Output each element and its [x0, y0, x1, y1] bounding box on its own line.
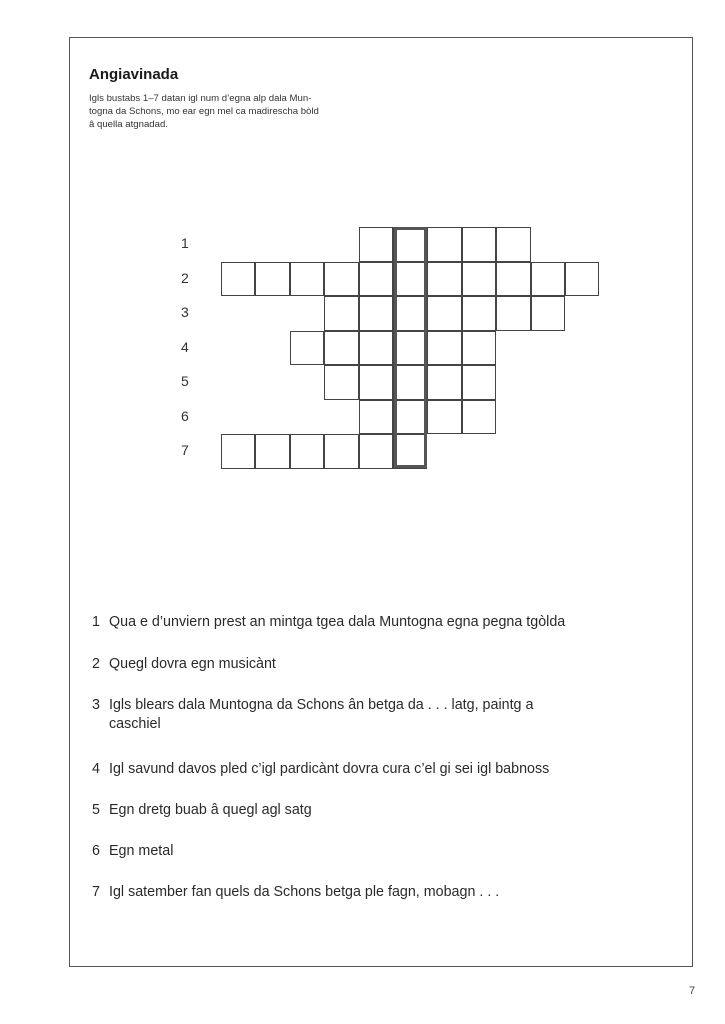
- page-frame: [69, 37, 693, 967]
- crossword-cell[interactable]: [324, 262, 358, 297]
- crossword-cell[interactable]: [496, 262, 530, 297]
- crossword-cell[interactable]: [427, 331, 461, 366]
- crossword-cell[interactable]: [496, 296, 530, 331]
- crossword-row-number: 1: [181, 235, 189, 251]
- clue-text: Igls blears dala Muntogna da Schons ân betga da . . . latg, paintg a: [109, 697, 534, 713]
- crossword-row-number: 3: [181, 304, 189, 320]
- crossword-row-number: 7: [181, 442, 189, 458]
- crossword-cell[interactable]: [427, 296, 461, 331]
- clue-number: 1: [92, 614, 100, 630]
- crossword-cell[interactable]: [290, 262, 324, 297]
- instructions: [89, 92, 399, 131]
- crossword-cell[interactable]: [496, 227, 530, 262]
- instructions-line: Igls bustabs 1–7 datan igl num d’egna alp dala Mun-: [89, 93, 312, 104]
- crossword-row-number: 4: [181, 338, 189, 355]
- crossword-cell[interactable]: [462, 296, 496, 331]
- crossword-cell[interactable]: [324, 365, 358, 400]
- crossword-row-number: 5: [181, 373, 189, 389]
- crossword-cell[interactable]: [531, 296, 565, 331]
- crossword-cell[interactable]: [462, 365, 496, 400]
- crossword-cell[interactable]: [290, 331, 324, 366]
- clue-item: [92, 760, 692, 779]
- clue-item: [92, 655, 692, 674]
- page-number: 7: [689, 985, 696, 997]
- page-title: Angiavinada: [89, 66, 179, 83]
- crossword-cell[interactable]: [324, 296, 358, 331]
- crossword-cell[interactable]: [427, 400, 461, 435]
- crossword-cell[interactable]: [324, 434, 358, 469]
- clue-number: 6: [92, 843, 100, 859]
- clue-text: Qua e d’unviern prest an mintga tgea dala Muntogna egna pegna tgòlda: [109, 614, 566, 630]
- crossword-cell[interactable]: [359, 296, 393, 331]
- crossword-cell[interactable]: [359, 331, 393, 366]
- crossword-cell[interactable]: [359, 262, 393, 297]
- clue-text: caschiel: [109, 716, 161, 732]
- crossword-cell[interactable]: [462, 400, 496, 435]
- clue-text: Egn metal: [109, 843, 174, 859]
- crossword-cell[interactable]: [427, 262, 461, 297]
- crossword-cell[interactable]: [221, 262, 255, 297]
- clue-text: Igl savund davos pled c’igl pardicànt dovra cura c’el gi sei igl babnoss: [109, 761, 550, 777]
- crossword-row-number: 6: [181, 407, 189, 424]
- clue-number: 4: [92, 761, 100, 777]
- clue-number: 7: [92, 884, 100, 900]
- clue-number: 2: [92, 656, 100, 672]
- crossword-cell[interactable]: [531, 262, 565, 297]
- clue-number: 3: [92, 697, 100, 713]
- crossword-cell[interactable]: [255, 434, 289, 469]
- crossword-cell[interactable]: [427, 365, 461, 400]
- crossword-cell[interactable]: [462, 262, 496, 297]
- crossword-cell[interactable]: [462, 227, 496, 262]
- clue-item: [92, 883, 692, 902]
- crossword-cell[interactable]: [359, 434, 393, 469]
- clue-item: [92, 613, 692, 632]
- crossword-row-number: 2: [181, 269, 189, 286]
- crossword-cell[interactable]: [359, 365, 393, 400]
- crossword-cell[interactable]: [359, 400, 393, 435]
- instructions-line: togna da Schons, mo ear egn mel ca madirescha bòld: [89, 106, 319, 117]
- clue-text: Egn dretg buab â quegl agl satg: [109, 802, 312, 818]
- crossword-cell[interactable]: [290, 434, 324, 469]
- crossword-cell[interactable]: [427, 227, 461, 262]
- clue-item: [92, 696, 692, 734]
- crossword-cell[interactable]: [255, 262, 289, 297]
- crossword-cell[interactable]: [462, 331, 496, 366]
- crossword-cell[interactable]: [221, 434, 255, 469]
- instructions-line: â quella atgnadad.: [89, 119, 168, 130]
- clue-item: [92, 801, 692, 820]
- clue-text: Igl satember fan quels da Schons betga ple fagn, mobagn . . .: [109, 884, 500, 900]
- clue-text: Quegl dovra egn musicànt: [109, 656, 276, 672]
- crossword-cell[interactable]: [565, 262, 599, 297]
- clue-item: [92, 842, 692, 861]
- solution-column-highlight: [394, 227, 427, 468]
- crossword-cell[interactable]: [359, 227, 393, 262]
- crossword-cell[interactable]: [324, 331, 358, 366]
- clue-number: 5: [92, 802, 100, 818]
